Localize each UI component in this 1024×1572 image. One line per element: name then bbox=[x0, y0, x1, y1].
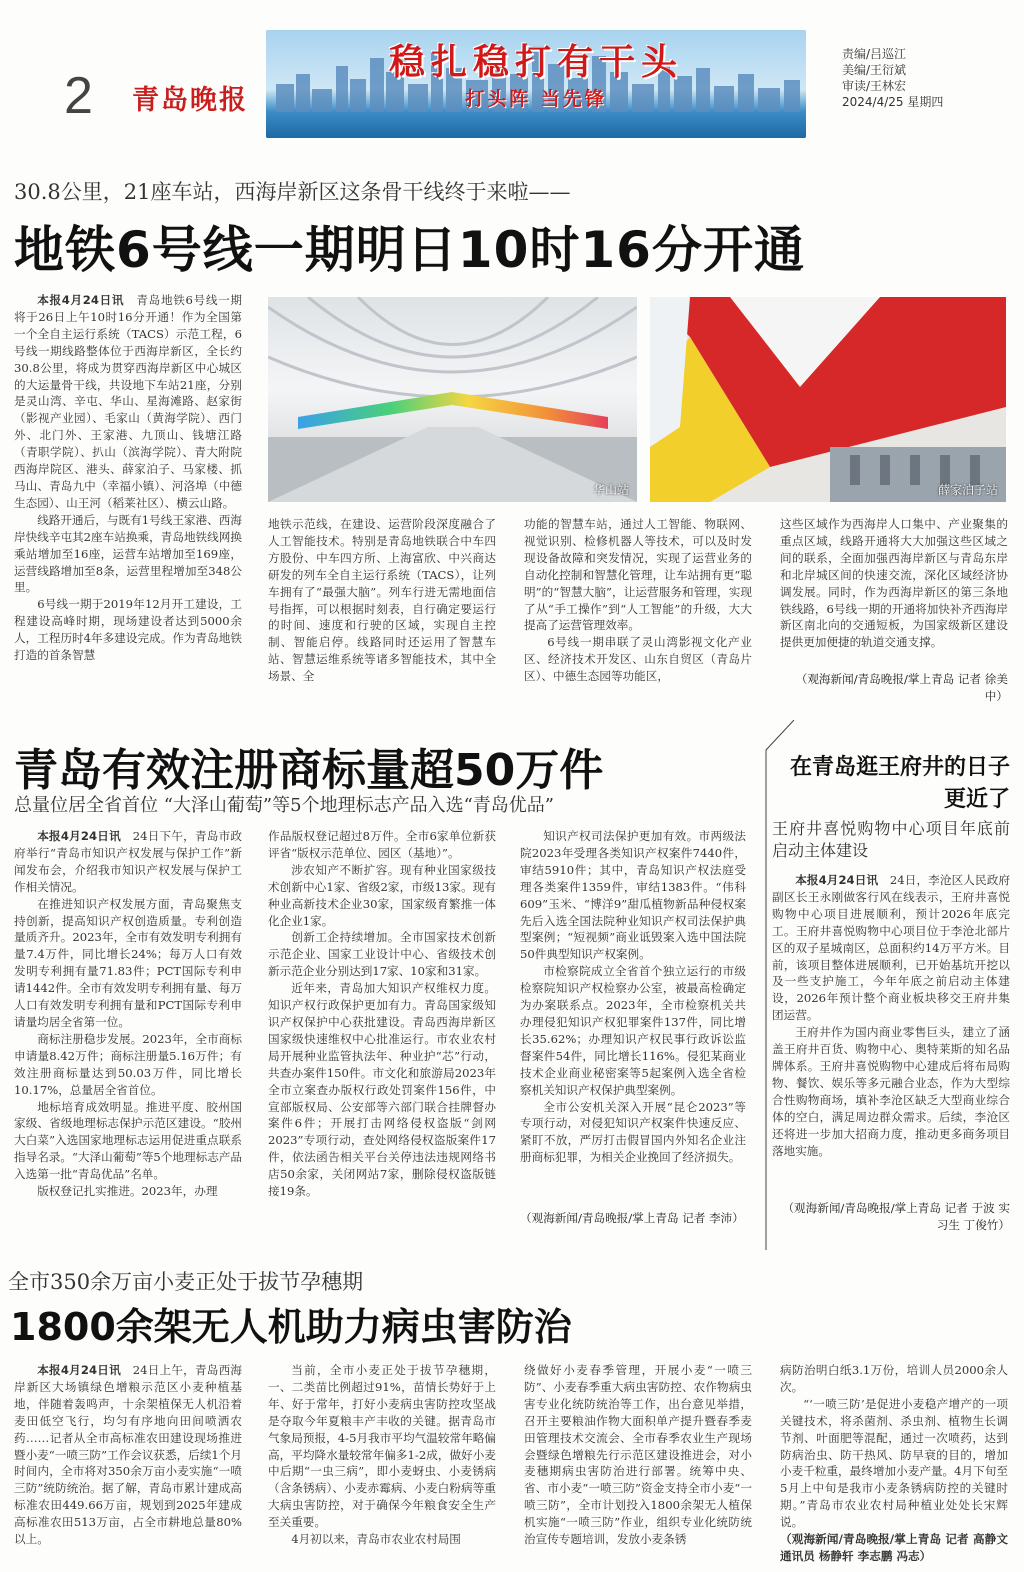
newspaper-logo: 青岛晚报 bbox=[132, 85, 248, 116]
photo-caption: 华山站 bbox=[592, 483, 629, 497]
article2-column-1 bbox=[14, 828, 242, 1246]
body-text: 地标培育成效明显。推进平度、胶州国家级、省级地理标志保护示范区建设。“胶州大白菜”入选国家地理标志运用促进重点联系指导名录。“大泽山葡萄”等5个地理标志产品入选第一批“青岛优品”名单。 bbox=[14, 1099, 242, 1182]
article4-column-2 bbox=[268, 1362, 496, 1566]
body-text: 市检察院成立全省首个独立运行的市级检察院知识产权检察办公室，被最高检确定为办案联系点。2023年，全市检察机关共办理侵犯知识产权犯罪案件137件，同比增长35.62%；办理知识产权民事行政诉讼监督案件54件，同比增长116%。侵犯某商业技术企业商业秘密案等5起案例入选全省检察机关知识产权保护典型案例。 bbox=[520, 964, 746, 1097]
body-text: 近年来，青岛加大知识产权维权力度。知识产权行政保护更加有力。青岛国家级知识产权保护中心获批建设。青岛西海岸新区国家级快速维权中心批准运行。市农业农村局开展种业监管执法年、种业护“芯”行动，共查办案件150件。市文化和旅游局2023年全市立案查办版权行政处罚案件156件，中宣部版权局、公安部等六部门联合挂牌督办案件6件；开展打击网络侵权盗版“剑网2023”专项行动，查处网络侵权盗版案件17件，依法函告相关平台关停违法违规网络书店50余家，关闭网站7家，删除侵权盗版链接19条。 bbox=[268, 981, 496, 1199]
body-text: 涉农知产不断扩容。现有种业国家级技术创新中心1家、省级2家，市级13家。现有种业高新技术企业30家，国家级育繁推一体化企业1家。 bbox=[268, 862, 496, 928]
body-text: 6号线一期于2019年12月开工建设，工程建设高峰时期，现场建设者达到5000余人，工程历时4年多建设完成。作为青岛地铁打造的首条智慧 bbox=[14, 597, 242, 663]
credit-line: 美编/王衍斌 bbox=[842, 63, 907, 77]
body-text: 创新工企持续增加。全市国家技术创新示范企业、国家工业设计中心、省级技术创新示范企业分别达到17家、10家和31家。 bbox=[268, 930, 496, 979]
article2-subhead: 总量位居全省首位 “大泽山葡萄”等5个地理标志产品入选“青岛优品” bbox=[14, 795, 554, 816]
photo-huashan-station bbox=[268, 297, 637, 502]
body-text: 4月初以来，青岛市农业农村局围 bbox=[291, 1532, 461, 1547]
article2-column-2 bbox=[268, 828, 496, 1246]
article2-headline: 青岛有效注册商标量超50万件 bbox=[14, 745, 604, 796]
article1-column-2 bbox=[268, 516, 496, 712]
article1-column-3 bbox=[524, 516, 752, 712]
body-text: 24日下午，青岛市政府举行“青岛市知识产权发展与保护工作”新闻发布会，介绍我市知识产权发展与保护工作相关情况。 bbox=[14, 829, 242, 894]
article2-column-3 bbox=[520, 828, 746, 1212]
banner-subtitle: 打头阵 当先锋 bbox=[465, 88, 607, 110]
article3-subhead: 王府井喜悦购物中心项目年底前启动主体建设 bbox=[772, 819, 1010, 860]
dateline: 本报4月24日讯 bbox=[795, 873, 879, 887]
body-text: “‘一喷三防’是促进小麦稳产增产的一项关键技术，将杀菌剂、杀虫剂、植物生长调节剂、叶面肥等混配，通过一次喷药，达到防病治虫、防干热风、防早衰的目的，增加小麦千粒重，最终增加小麦产量。4月下旬至5月上中旬是我市小麦条锈病防控的关键时期。”青岛市农业农村局种植业处处长宋辉说。 bbox=[780, 1396, 1008, 1530]
article1-column-4 bbox=[780, 516, 1008, 678]
dateline: 本报4月24日讯 bbox=[37, 1363, 121, 1377]
photo-xuejiabozi-station bbox=[650, 297, 1006, 502]
body-text: 王府井作为国内商业零售巨头，建立了涵盖王府井百货、购物中心、奥特莱斯的知名品牌体系。王府井喜悦购物中心建成后将布局购物、餐饮、娱乐等多元融合业态，作为大型综合性购物商场，填补李沧区缺乏大型商业综合体的空白，满足周边群众需求。后续，李沧区还将进一步加大招商力度，推动更多商务项目落地实施。 bbox=[772, 1025, 1010, 1158]
article1-kicker: 30.8公里，21座车站，西海岸新区这条骨干线终于来啦—— bbox=[14, 180, 571, 204]
station-interior-illustration bbox=[268, 297, 637, 502]
body-text: 当前，全市小麦正处于拔节孕穗期，一、二类苗比例超过91%，苗情长势好于上年、好于常年，打好小麦病虫害防控攻坚战是夺取今年夏粮丰产丰收的关键。据青岛市气象局预报，4-5月我市平均气温较常年略偏高，平均降水量较常年偏多1-2成，做好小麦中后期“一虫三病”，即小麦蚜虫、小麦锈病（含条锈病）、小麦赤霉病、小麦白粉病等重大病虫害防控，对于确保今年粮食安全生产至关重要。 bbox=[268, 1363, 496, 1530]
station-hall-illustration bbox=[650, 297, 1006, 502]
banner-title: 稳扎稳打有干头 bbox=[388, 41, 683, 83]
article1-column-1 bbox=[14, 292, 242, 712]
article2-byline: （观海新闻/青岛晚报/掌上青岛 记者 李沛） bbox=[520, 1211, 744, 1225]
article3-headline: 在青岛逛王府井的日子更近了 bbox=[789, 755, 1010, 812]
body-text: 商标注册稳步发展。2023年，全市商标申请量8.42万件；商标注册量5.16万件；有效注册商标量达到50.03万件，同比增长10.17%，总量居全省首位。 bbox=[14, 1031, 242, 1097]
body-text: 作品版权登记超过8万件。全市6家单位新获评省“版权示范单位、园区（基地）”。 bbox=[268, 829, 496, 860]
body-text: 全市公安机关深入开展“昆仑2023”等专项行动，对侵犯知识产权案件快速反应、紧盯不放，严厉打击假冒国内外知名企业注册商标犯罪，为相关企业挽回了经济损失。 bbox=[520, 1099, 746, 1165]
date-line: 2024/4/25 星期四 bbox=[842, 95, 944, 109]
body-text: 24日，李沧区人民政府副区长王永刚做客行风在线表示，王府井喜悦购物中心项目进展顺利，预计2026年底完工。王府井喜悦购物中心项目位于李沧北部片区的双子星城南区，总面积约14万平方米。目前，该项目整体进展顺利，已开始基坑开挖以及一些支护施工，今年年底之前启动主体建设，2026年预计整个商业板块移交王府井集团运营。 bbox=[772, 873, 1010, 1023]
article1-byline: （观海新闻/青岛晚报/掌上青岛 记者 徐美中） bbox=[795, 672, 1008, 703]
credit-line: 审读/王林宏 bbox=[842, 79, 907, 93]
photo-caption: 薛家泊子站 bbox=[937, 483, 998, 497]
article4-kicker: 全市350余万亩小麦正处于拔节孕穗期 bbox=[8, 1270, 364, 1294]
editor-credits bbox=[842, 46, 943, 110]
article4-column-4 bbox=[780, 1362, 1008, 1566]
article1-headline: 地铁6号线一期明日10时16分开通 bbox=[14, 221, 805, 279]
body-text: 病防治明白纸3.1万份，培训人员2000余人次。 bbox=[780, 1363, 1008, 1394]
credit-line: 责编/吕巡江 bbox=[842, 47, 907, 61]
article4-column-1 bbox=[14, 1362, 242, 1566]
body-text: 功能的智慧车站，通过人工智能、物联网、视觉识别、检修机器人等技术，可以及时发现设备故障和突发情况，实现了运营业务的自动化控制和智慧化管理，让车站拥有更“聪明”的“智慧大脑”，让运营服务和管理，实现了从“手工操作”到“人工智能”的升级，大大提高了运营管理效率。 bbox=[524, 517, 752, 633]
body-text: 地铁示范线，在建设、运营阶段深度融合了人工智能技术。特别是青岛地铁联合中车四方股份、中车四方所、上海富欣、中兴商达研发的列车全自主运行系统（TACS），让列车拥有了“最强大脑”。列车行进无需地面信号指挥，可以根据时刻表，自行确定要运行的时间、速度和行驶的区域，实现自主控制、智能启停。线路同时还运用了智慧车站、智慧运维系统等诸多智能技术，其中全场景、全 bbox=[268, 517, 496, 684]
dateline: 本报4月24日讯 bbox=[37, 829, 121, 843]
article3-byline: （观海新闻/青岛晚报/掌上青岛 记者 于波 实习生 丁俊竹） bbox=[782, 1201, 1010, 1232]
body-text: 这些区域作为西海岸人口集中、产业聚集的重点区域，线路开通将大大加强这些区域之间的联系，全面加强西海岸新区与青岛东岸和北岸城区间的快速交流，深化区域经济协调发展。同时，作为西海岸新区的第三条地铁线路，6号线一期的开通将加快补齐西海岸新区南北向的交通短板，为国家级新区建设提供更加便捷的轨道交通支撑。 bbox=[780, 517, 1008, 650]
body-text: 线路开通后，与既有1号线王家港、西海岸快线辛屯其2座车站换乘，青岛地铁线网换乘站增加至16座，运营车站增加至169座，运营线路增加至8条，运营里程增加至348公里。 bbox=[14, 512, 242, 595]
body-text: 24日上午，青岛西海岸新区大场镇绿色增粮示范区小麦种植基地，伴随着轰鸣声，十余架植保无人机沿着麦田低空飞行，均匀有序地向田间喷洒农药……记者从全市高标准农田建设现场推进暨小麦“一喷三防”工作会议获悉，后续1个月时间内，全市将对350余万亩小麦实施“一喷三防”统防统治。据了解，青岛市累计建成高标准农田449.66万亩，规划到2025年建成高标准农田513万亩，占全市耕地总量80%以上。 bbox=[14, 1363, 242, 1547]
body-text: 版权登记扎实推进。2023年，办理 bbox=[37, 1184, 218, 1199]
page-number: 2 bbox=[64, 67, 93, 125]
article4-column-3 bbox=[524, 1362, 752, 1566]
body-text: 青岛地铁6号线一期将于26日上午10时16分开通！作为全国第一个全自主运行系统（TACS）示范工程，6号线一期线路整体位于西海岸新区，全长约30.8公里，将成为贯穿西海岸新区中心城区的大运量骨干线，共设地下车站21座，分别是灵山湾、辛屯、华山、星海滩路、赵家街（影视产业园）、毛家山（黄海学院）、西门外、北门外、王家港、九顶山、钱塘江路（青职学院）、扒山（滨海学院）、青大附院西海岸院区、港头、薛家泊子、马家楼、抓马山、青岛九中（幸福小镇）、河洛埠（中德生态园）、山王河（稻莱社区）、横云山路。 bbox=[14, 293, 242, 510]
body-text: 知识产权司法保护更加有效。市两级法院2023年受理各类知识产权案件7440件，审结5910件；其中，青岛知识产权法庭受理各类案件1359件，审结1383件。“伟科609”玉米、“博洋9”甜瓜植物新品种侵权案先后入选全国法院种业知识产权司法保护典型案例；“短视频”商业诋毁案入选中国法院50件典型知识产权案例。 bbox=[520, 829, 746, 962]
section-banner bbox=[266, 30, 806, 138]
article4-headline: 1800余架无人机助力病虫害防治 bbox=[10, 1305, 572, 1349]
body-text: 6号线一期串联了灵山湾影视文化产业区、经济技术开发区、山东自贸区（青岛片区）、中德生态园等功能区， bbox=[524, 635, 752, 684]
article4-byline: （观海新闻/青岛晚报/掌上青岛 记者 高静文 通讯员 杨静轩 李志鹏 冯志） bbox=[780, 1532, 1008, 1563]
dateline: 本报4月24日讯 bbox=[37, 293, 125, 307]
body-text: 在推进知识产权发展方面，青岛聚焦支持创新，提高知识产权创造质量。专利创造量质齐升。2023年，全市有效发明专利拥有量7.4万件，同比增长24%；每万人口有效发明专利拥有量71.83件；PCT国际专利申请1442件。全市有效发明专利拥有量、每万人口有效发明专利拥有量和PCT国际专利申请量均居全省第一位。 bbox=[14, 896, 242, 1029]
body-text: 绕做好小麦春季管理，开展小麦“一喷三防”、小麦春季重大病虫害防控、农作物病虫害专业化统防统治等工作，出台意见举措，召开主要粮油作物大面积单产提升暨春季麦田管理技术交流会、全市春季农业生产现场会暨绿色增粮先行示范区建设推进会，对小麦穗期病虫害防治进行部署。统筹中央、省、市小麦“一喷三防”资金支持全市小麦“一喷三防”，全市计划投入1800余架无人植保机实施“一喷三防”作业，组织专业化统防统治宣传专题培训，发放小麦条锈 bbox=[524, 1363, 752, 1547]
article3-column bbox=[772, 872, 1010, 1196]
